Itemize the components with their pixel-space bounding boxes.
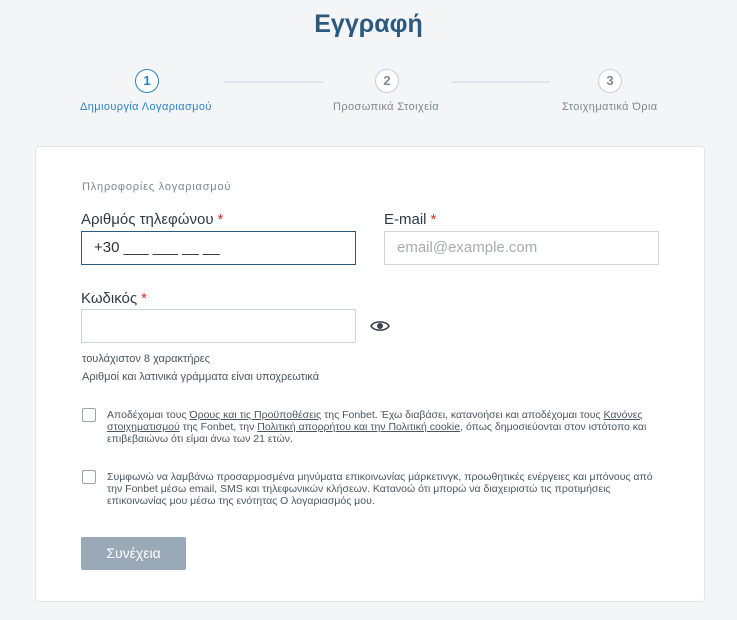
email-input[interactable] (384, 231, 659, 265)
marketing-checkbox[interactable] (82, 470, 96, 484)
step-3-label: Στοιχηματικά Όρια (562, 101, 658, 113)
phone-label (81, 211, 223, 228)
marketing-text: Συμφωνώ να λαμβάνω προσαρμοσμένα μηνύματα επικοινωνίας μάρκετινγκ, προωθητικές ενέργειες και μπόνους από την Fonbet μέσω email, SMS και τηλεφωνικών κλήσεων. Κατανοώ ότι μπορώ να διαχειριστώ τις προτιμήσεις επικοινωνίας μου μέσω της ενότητας Ο λογαριασμός μου. (107, 471, 653, 507)
betting-rules-link[interactable]: Κανόνες στοιχηματισμού (107, 409, 643, 433)
terms-text-part: της Fonbet, την (179, 421, 258, 433)
phone-label-text: Αριθμός τηλεφώνου (81, 211, 214, 228)
terms-text-part: της Fonbet. Έχω διαβάσει, κατανοήσει και αποδέχομαι τους (321, 409, 604, 421)
required-marker: * (217, 211, 224, 228)
step-1-circle: 1 (135, 69, 159, 93)
required-marker: * (141, 290, 147, 307)
step-connector (451, 81, 550, 83)
email-label (384, 211, 436, 228)
page-title: Εγγραφή (314, 10, 423, 38)
terms-checkbox[interactable] (82, 408, 96, 422)
password-hint-length: τουλάχιστον 8 χαρακτήρες (82, 353, 210, 365)
terms-text-part: , όπως δημοσιεύονται στον ιστότοπο και επιβεβαιώνω ότι είμαι άνω των 21 ετών. (107, 421, 647, 445)
step-2-label: Προσωπικά Στοιχεία (333, 101, 440, 113)
step-connector (224, 81, 323, 83)
registration-form (35, 146, 705, 602)
password-hint-chars: Αριθμοί και λατινικά γράμματα είναι υποχρεωτικά (82, 371, 320, 383)
eye-icon[interactable] (369, 317, 391, 335)
required-marker: * (430, 211, 437, 228)
step-1-label: Δημιουργία Λογαριασμού (80, 101, 212, 113)
step-2-circle: 2 (375, 69, 399, 93)
terms-conditions-link[interactable]: Όρους και τις Προϋποθέσεις (189, 409, 322, 421)
section-title: Πληροφορίες λογαριασμού (82, 181, 232, 193)
password-label-text: Κωδικός (81, 290, 138, 307)
phone-input-value: +30 ___ ___ __ __ (94, 239, 220, 256)
email-placeholder: email@example.com (397, 239, 538, 256)
privacy-policy-link[interactable]: Πολιτική απορρήτου και την Πολιτική cookie (257, 421, 461, 433)
email-label-text: E-mail (384, 211, 427, 228)
terms-text-part: Αποδέχομαι τους (107, 409, 190, 421)
phone-input[interactable] (81, 231, 356, 265)
terms-text (107, 409, 667, 445)
password-input[interactable] (81, 309, 356, 343)
password-label (81, 290, 147, 307)
step-3-circle: 3 (598, 69, 622, 93)
continue-button[interactable]: Συνέχεια (81, 537, 186, 570)
